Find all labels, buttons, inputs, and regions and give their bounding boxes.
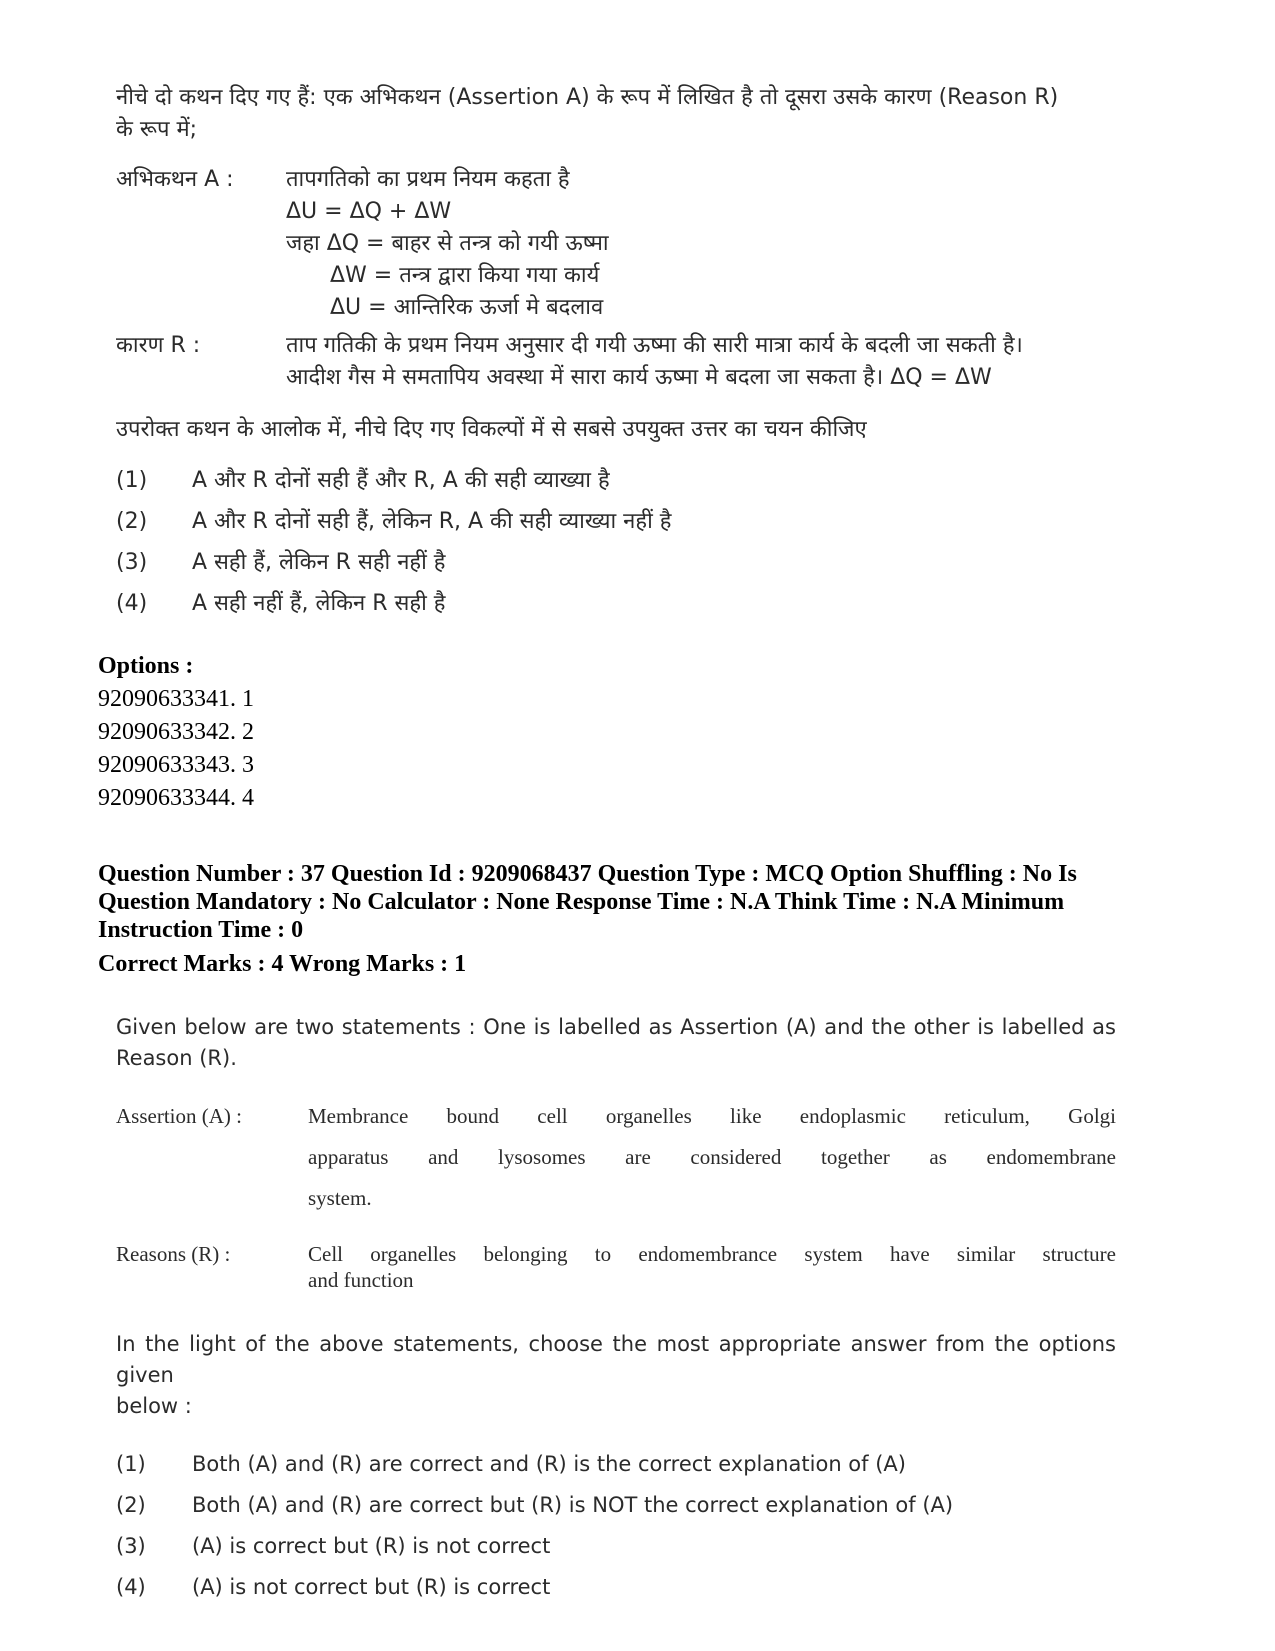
option-id: 92090633341. 1 [98, 686, 254, 712]
english-assertion-line: Membrance bound cell organelles like endoplasmic reticulum, Golgi [308, 1104, 1116, 1128]
hindi-assertion [116, 164, 1116, 324]
previous-options [98, 650, 1178, 815]
english-prompt-line1: In the light of the above statements, choose the most appropriate answer from the options given [116, 1332, 1116, 1387]
question-meta-line: Instruction Time : 0 [98, 917, 304, 943]
english-reason [116, 1241, 1116, 1293]
hindi-reason-label: कारण R : [116, 333, 201, 358]
hindi-assertion-line: तापगतिको का प्रथम नियम कहता है [286, 167, 570, 192]
english-assertion-line: apparatus and lysosomes are considered together as endomembrane [308, 1145, 1116, 1169]
hindi-assertion-line: ΔU = आन्तिरिक ऊर्जा मे बदलाव [330, 295, 604, 320]
english-prompt-line2: below : [116, 1394, 192, 1418]
hindi-reason [116, 330, 1116, 394]
english-reason-label: Reasons (R) : [116, 1242, 231, 1266]
hindi-reason-line: आदीश गैस मे समतापिय अवस्था में सारा कार्य ऊष्मा मे बदला जा सकता है। ΔQ = ΔW [286, 365, 992, 390]
hindi-reason-line: ताप गतिकी के प्रथम नियम अनुसार दी गयी ऊष्मा की सारी मात्रा कार्य के बदली जा सकती है। [286, 333, 1023, 358]
english-assertion-line: system. [308, 1186, 372, 1210]
hindi-assertion-label: अभिकथन A : [116, 167, 234, 192]
list-item: (4) (A) is not correct but (R) is correct [116, 1575, 551, 1599]
english-reason-line: Cell organelles belonging to endomembrance system have similar structure [308, 1242, 1116, 1266]
english-assertion-label: Assertion (A) : [116, 1104, 242, 1128]
options-heading: Options : [98, 653, 194, 679]
option-id: 92090633343. 3 [98, 752, 254, 778]
question-meta [98, 860, 1178, 978]
list-item: (4) A सही नहीं हैं, लेकिन R सही है [116, 590, 446, 616]
list-item: (1) A और R दोनों सही हैं और R, A की सही व्याख्या है [116, 467, 610, 493]
english-intro-line1: Given below are two statements : One is labelled as Assertion (A) and the other is labelled as [116, 1015, 1116, 1039]
hindi-intro-line1: नीचे दो कथन दिए गए हैं: एक अभिकथन (Assertion A) के रूप में लिखित है तो दूसरा उसके कारण (Reason R) [116, 85, 1059, 110]
hindi-question [116, 82, 1116, 624]
option-id: 92090633342. 2 [98, 719, 254, 745]
option-id: 92090633344. 4 [98, 785, 254, 811]
english-intro-line2: Reason (R). [116, 1046, 237, 1070]
list-item: (3) (A) is correct but (R) is not correct [116, 1534, 551, 1558]
list-item: (1) Both (A) and (R) are correct and (R) is the correct explanation of (A) [116, 1452, 906, 1476]
english-assertion [116, 1096, 1116, 1219]
hindi-assertion-line: ΔW = तन्त्र द्वारा किया गया कार्य [330, 263, 600, 288]
english-question [116, 1012, 1116, 1608]
list-item: (2) Both (A) and (R) are correct but (R) is NOT the correct explanation of (A) [116, 1493, 954, 1517]
question-meta-line: Question Mandatory : No Calculator : None Response Time : N.A Think Time : N.A Minimum [98, 889, 1065, 915]
list-item: (3) A सही हैं, लेकिन R सही नहीं है [116, 549, 446, 575]
english-choice-list [116, 1444, 1116, 1608]
hindi-prompt: उपरोक्त कथन के आलोक में, नीचे दिए गए विकल्पों में से सबसे उपयुक्त उत्तर का चयन कीजिए [116, 417, 867, 442]
hindi-assertion-line: जहा ΔQ = बाहर से तन्त्र को गयी ऊष्मा [286, 231, 609, 256]
list-item: (2) A और R दोनों सही हैं, लेकिन R, A की सही व्याख्या नहीं है [116, 508, 672, 534]
hindi-choice-list [116, 460, 1116, 624]
english-reason-line: and function [308, 1268, 414, 1292]
hindi-intro-line2: के रूप में; [116, 117, 198, 142]
hindi-assertion-line: ΔU = ΔQ + ΔW [286, 199, 452, 224]
question-meta-line: Question Number : 37 Question Id : 9209068437 Question Type : MCQ Option Shuffling : No Is [98, 861, 1077, 887]
marks-line: Correct Marks : 4 Wrong Marks : 1 [98, 951, 467, 977]
